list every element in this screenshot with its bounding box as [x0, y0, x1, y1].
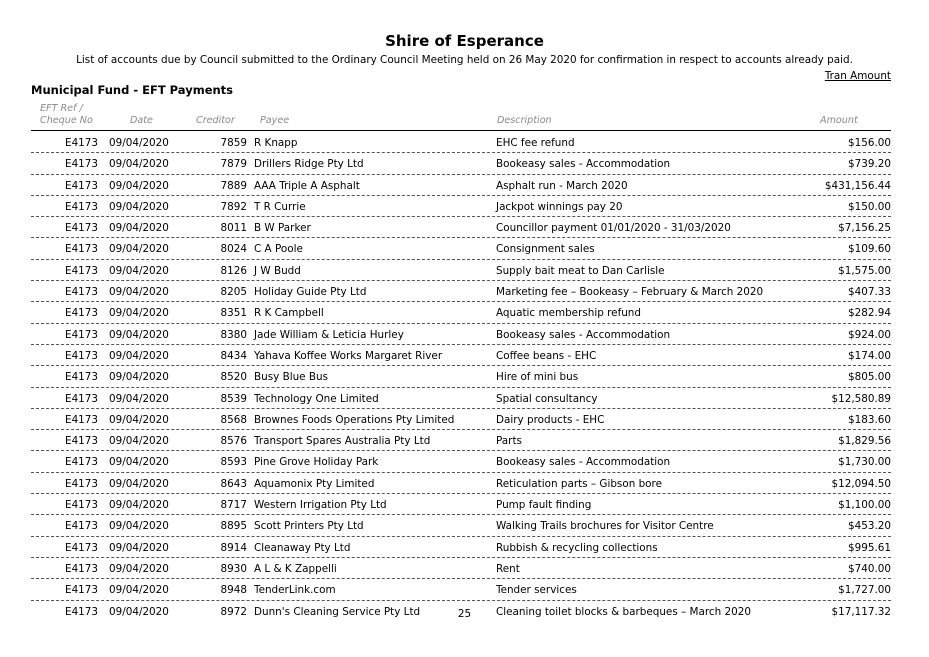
cell-date: 09/04/2020 [109, 264, 169, 277]
cell-description: Tender services [496, 584, 577, 597]
cell-amount: $17,117.32 [831, 605, 891, 618]
cell-ref: E4173 [65, 328, 99, 341]
cell-creditor: 8972 [220, 605, 247, 618]
table-row [31, 515, 891, 536]
cell-payee: Holiday Guide Pty Ltd [254, 286, 367, 299]
column-header-ref-line1: EFT Ref / [40, 103, 83, 114]
cell-ref: E4173 [65, 435, 99, 448]
cell-creditor: 8930 [220, 562, 247, 575]
cell-amount: $1,575.00 [838, 264, 891, 277]
cell-date: 09/04/2020 [109, 371, 169, 384]
cell-date: 09/04/2020 [109, 456, 169, 469]
section-heading: Municipal Fund - EFT Payments [31, 83, 234, 97]
cell-creditor: 8539 [220, 392, 247, 405]
table-row [31, 579, 891, 600]
cell-amount: $1,100.00 [838, 499, 891, 512]
cell-description: Cleaning toilet blocks & barbeques – March 2020 [496, 605, 751, 618]
cell-description: Consignment sales [496, 243, 595, 256]
table-row [31, 345, 891, 366]
cell-creditor: 8895 [220, 520, 247, 533]
cell-ref: E4173 [65, 392, 99, 405]
cell-date: 09/04/2020 [109, 179, 169, 192]
cell-creditor: 8024 [220, 243, 247, 256]
cell-creditor: 8434 [220, 349, 247, 362]
cell-ref: E4173 [65, 158, 99, 171]
cell-amount: $150.00 [848, 200, 891, 213]
cell-description: Jackpot winnings pay 20 [496, 200, 623, 213]
cell-payee: A L & K Zappelli [254, 562, 337, 575]
cell-payee: Jade William & Leticia Hurley [254, 328, 404, 341]
cell-amount: $183.60 [848, 413, 891, 426]
cell-amount: $12,094.50 [831, 477, 891, 490]
cell-date: 09/04/2020 [109, 200, 169, 213]
cell-payee: C A Poole [254, 243, 303, 256]
table-row [31, 366, 891, 387]
cell-ref: E4173 [65, 477, 99, 490]
cell-payee: T R Currie [254, 200, 306, 213]
cell-ref: E4173 [65, 520, 99, 533]
cell-payee: Scott Printers Pty Ltd [254, 520, 364, 533]
cell-creditor: 7892 [220, 200, 247, 213]
table-row [31, 494, 891, 515]
table-row [31, 281, 891, 302]
table-row [31, 409, 891, 430]
cell-payee: TenderLink.com [254, 584, 336, 597]
cell-ref: E4173 [65, 264, 99, 277]
cell-ref: E4173 [65, 371, 99, 384]
cell-date: 09/04/2020 [109, 605, 169, 618]
cell-payee: Yahava Koffee Works Margaret River [254, 349, 443, 362]
cell-description: Coffee beans - EHC [496, 349, 597, 362]
cell-amount: $1,727.00 [838, 584, 891, 597]
cell-payee: R Knapp [254, 137, 298, 149]
cell-description: Councillor payment 01/01/2020 - 31/03/2020 [496, 222, 731, 235]
cell-ref: E4173 [65, 349, 99, 362]
cell-description: Supply bait meat to Dan Carlisle [496, 264, 665, 277]
cell-ref: E4173 [65, 605, 99, 618]
column-header-creditor: Creditor [196, 115, 235, 126]
cell-creditor: 8643 [220, 477, 247, 490]
cell-creditor: 8351 [220, 307, 247, 320]
cell-date: 09/04/2020 [109, 562, 169, 575]
cell-ref: E4173 [65, 456, 99, 469]
cell-date: 09/04/2020 [109, 499, 169, 512]
cell-description: Rubbish & recycling collections [496, 541, 658, 554]
cell-description: Parts [496, 435, 522, 448]
column-header-description: Description [497, 115, 552, 126]
cell-description: Dairy products - EHC [496, 413, 605, 426]
cell-date: 09/04/2020 [109, 222, 169, 235]
table-row [31, 260, 891, 281]
cell-payee: AAA Triple A Asphalt [254, 179, 360, 192]
table-row [31, 388, 891, 409]
cell-creditor: 8717 [220, 499, 247, 512]
column-header-amount: Amount [820, 115, 858, 126]
cell-ref: E4173 [65, 179, 99, 192]
cell-creditor: 8568 [220, 413, 247, 426]
cell-description: Spatial consultancy [496, 392, 598, 405]
cell-date: 09/04/2020 [109, 477, 169, 490]
cell-description: Pump fault finding [496, 499, 592, 512]
table-row [31, 430, 891, 451]
cell-ref: E4173 [65, 562, 99, 575]
cell-amount: $924.00 [848, 328, 891, 341]
cell-amount: $109.60 [848, 243, 891, 256]
cell-ref: E4173 [65, 200, 99, 213]
tran-amount-label: Tran Amount [824, 70, 891, 82]
cell-ref: E4173 [65, 541, 99, 554]
cell-payee: Aquamonix Pty Limited [254, 477, 375, 490]
cell-payee: Brownes Foods Operations Pty Limited [254, 413, 455, 426]
cell-amount: $995.61 [848, 541, 891, 554]
cell-ref: E4173 [65, 499, 99, 512]
cell-date: 09/04/2020 [109, 520, 169, 533]
cell-payee: Western Irrigation Pty Ltd [254, 499, 387, 512]
cell-payee: Transport Spares Australia Pty Ltd [254, 435, 431, 448]
cell-creditor: 7879 [220, 158, 247, 171]
cell-date: 09/04/2020 [109, 328, 169, 341]
cell-creditor: 8205 [220, 286, 247, 299]
page-subtitle: List of accounts due by Council submitted to the Ordinary Council Meeting held on 26 May 2020 for confirmation in respect to accounts already paid. [76, 54, 853, 66]
cell-description: Bookeasy sales - Accommodation [496, 456, 671, 469]
cell-amount: $7,156.25 [838, 222, 891, 235]
column-header-date: Date [130, 115, 153, 126]
cell-payee: Cleanaway Pty Ltd [254, 541, 351, 554]
cell-creditor: 7859 [220, 137, 247, 149]
cell-ref: E4173 [65, 584, 99, 597]
table-row [31, 302, 891, 323]
cell-payee: J W Budd [254, 264, 301, 277]
cell-description: Reticulation parts – Gibson bore [496, 477, 662, 490]
table-row [31, 217, 891, 238]
cell-description: Rent [496, 562, 520, 575]
cell-payee: Dunn's Cleaning Service Pty Ltd [254, 605, 421, 618]
cell-amount: $1,730.00 [838, 456, 891, 469]
cell-amount: $407.33 [848, 286, 891, 299]
cell-creditor: 8011 [220, 222, 247, 235]
cell-date: 09/04/2020 [109, 349, 169, 362]
payments-table [31, 132, 891, 621]
cell-amount: $740.00 [848, 562, 891, 575]
cell-date: 09/04/2020 [109, 392, 169, 405]
table-row [31, 175, 891, 196]
table-row [31, 451, 891, 472]
cell-ref: E4173 [65, 222, 99, 235]
cell-amount: $805.00 [848, 371, 891, 384]
table-row [31, 537, 891, 558]
table-row [31, 132, 891, 153]
cell-date: 09/04/2020 [109, 584, 169, 597]
cell-creditor: 8380 [220, 328, 247, 341]
cell-amount: $12,580.89 [831, 392, 891, 405]
cell-description: Walking Trails brochures for Visitor Centre [496, 520, 714, 533]
cell-ref: E4173 [65, 137, 99, 149]
page-number: 25 [457, 608, 472, 620]
table-row [31, 238, 891, 259]
cell-ref: E4173 [65, 243, 99, 256]
cell-amount: $282.94 [848, 307, 891, 320]
cell-date: 09/04/2020 [109, 158, 169, 171]
table-row [31, 473, 891, 494]
cell-payee: Busy Blue Bus [254, 371, 329, 384]
page-title: Shire of Esperance [385, 32, 544, 50]
cell-description: Marketing fee – Bookeasy – February & March 2020 [496, 286, 764, 299]
cell-date: 09/04/2020 [109, 243, 169, 256]
cell-payee: R K Campbell [254, 307, 324, 320]
cell-payee: Technology One Limited [254, 392, 379, 405]
cell-amount: $431,156.44 [824, 179, 891, 192]
cell-date: 09/04/2020 [109, 286, 169, 299]
cell-creditor: 7889 [220, 179, 247, 192]
header-divider [31, 130, 891, 131]
column-header-ref [40, 103, 93, 127]
cell-creditor: 8126 [220, 264, 247, 277]
cell-ref: E4173 [65, 413, 99, 426]
cell-description: Aquatic membership refund [496, 307, 641, 320]
column-header-ref-line2: Cheque No [40, 115, 93, 126]
table-row [31, 558, 891, 579]
cell-date: 09/04/2020 [109, 307, 169, 320]
cell-payee: B W Parker [254, 222, 311, 235]
cell-amount: $174.00 [848, 349, 891, 362]
cell-creditor: 8593 [220, 456, 247, 469]
cell-amount: $453.20 [848, 520, 891, 533]
cell-date: 09/04/2020 [109, 435, 169, 448]
cell-creditor: 8576 [220, 435, 247, 448]
cell-date: 09/04/2020 [109, 413, 169, 426]
cell-description: Bookeasy sales - Accommodation [496, 158, 671, 171]
cell-creditor: 8520 [220, 371, 247, 384]
cell-ref: E4173 [65, 307, 99, 320]
cell-creditor: 8914 [220, 541, 247, 554]
cell-creditor: 8948 [220, 584, 247, 597]
table-row [31, 196, 891, 217]
cell-description: EHC fee refund [496, 137, 575, 149]
column-header-payee: Payee [260, 115, 290, 126]
cell-payee: Pine Grove Holiday Park [254, 456, 379, 469]
cell-payee: Drillers Ridge Pty Ltd [254, 158, 364, 171]
table-row [31, 324, 891, 345]
cell-date: 09/04/2020 [109, 541, 169, 554]
cell-description: Bookeasy sales - Accommodation [496, 328, 671, 341]
cell-description: Hire of mini bus [496, 371, 579, 384]
cell-date: 09/04/2020 [109, 137, 169, 149]
table-row [31, 153, 891, 174]
cell-description: Asphalt run - March 2020 [496, 179, 628, 192]
cell-amount: $156.00 [848, 137, 891, 149]
cell-amount: $1,829.56 [838, 435, 891, 448]
cell-amount: $739.20 [848, 158, 891, 171]
cell-ref: E4173 [65, 286, 99, 299]
